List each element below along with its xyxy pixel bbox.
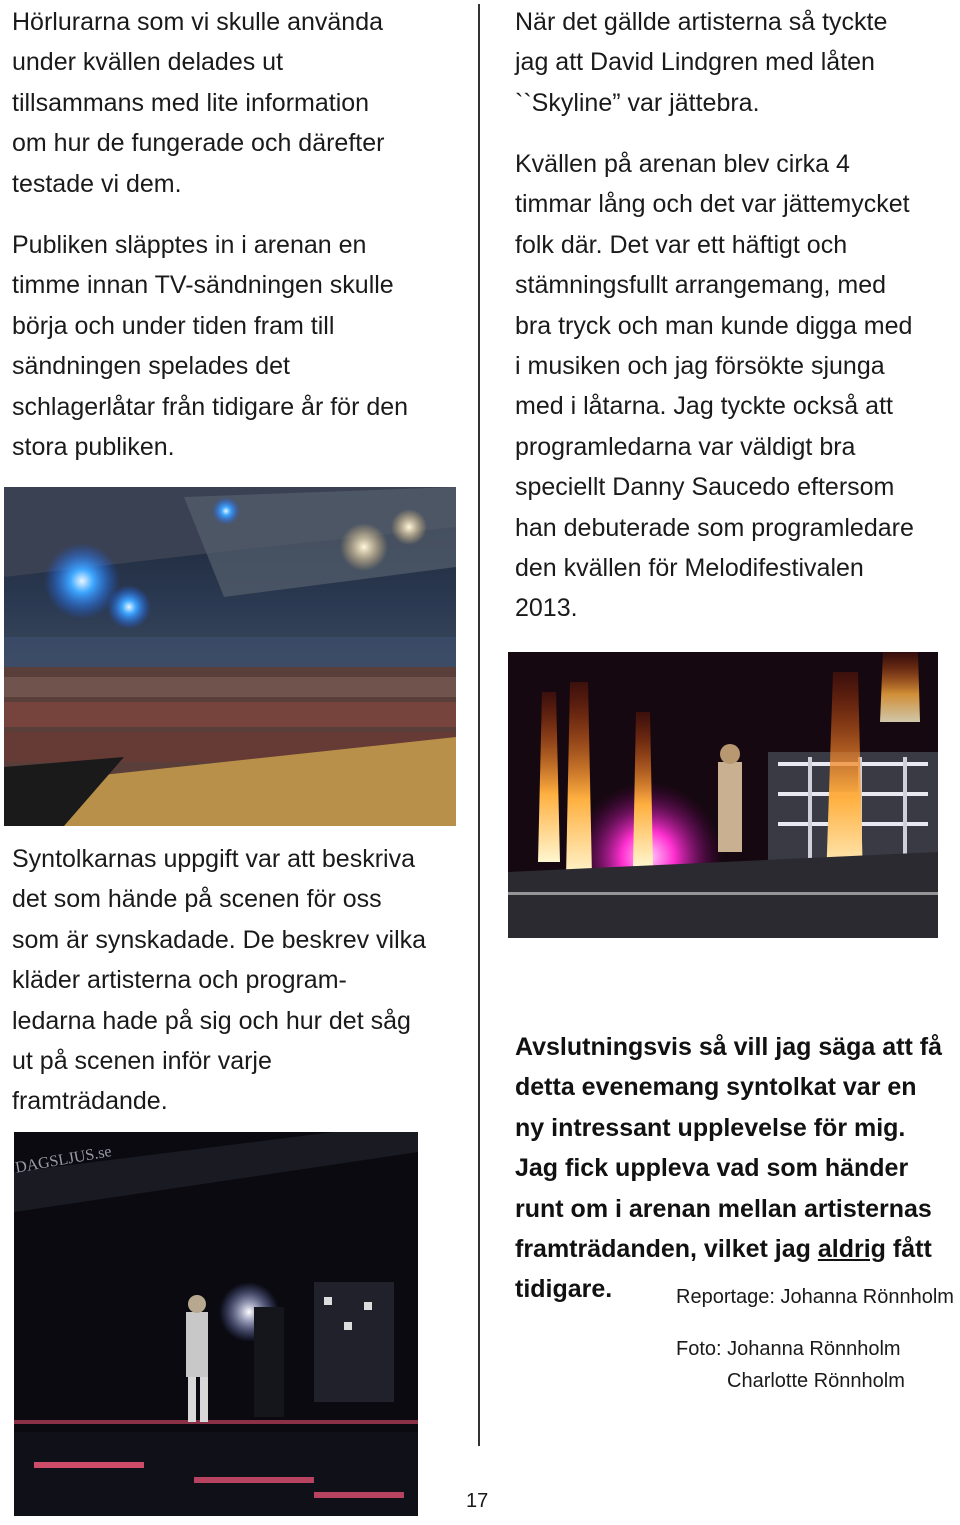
stage-performer-photo [14, 1132, 418, 1516]
right-paragraph-artists: När det gällde artisterna så tyckte jag att David Lindgren med låten ``Skyline” var jättebra. [515, 8, 888, 117]
left-paragraph-audience: Publiken släpptes in i arenan en timme innan TV-sändningen skulle börja och under tiden fram till sändningen spelades det schlagerlåtar från tidigare år för den stora publiken. [12, 231, 409, 462]
right-paragraph-evening: Kvällen på arenan blev cirka 4 timmar lång och det var jättemycket folk där. Det var ett häftigt och stämningsfullt arrangemang, med bra tryck och man kunde digga med i musiken och jag försökte sjunga med i låtarna. Jag tyckte också att programledarna var väldigt bra speciellt Danny Saucedo eftersom han debuterade som programledare den kvällen för Melodifestivalen 2013. [515, 150, 914, 623]
photo-credit-second: Charlotte Rönnholm [727, 1370, 905, 1392]
page-number: 17 [466, 1490, 489, 1512]
arena-crowd-photo [4, 487, 456, 826]
conclusion-underlined-word: aldrig [817, 1235, 886, 1264]
left-paragraph-headphones: Hörlurarna som vi skulle använda under kvällen delades ut tillsammans med lite information om hur de fungerade och därefter testade vi dem. [12, 8, 385, 198]
column-divider [478, 4, 480, 1446]
photo-credit: Foto: Johanna Rönnholm [676, 1338, 901, 1360]
conclusion-text: Avslutningsvis så vill jag säga att få detta evenemang syntolkat var en ny intressant upplevelse för mig. Jag fick uppleva vad som händer runt om i arenan mellan artisternas framträdanden, vilket jag [515, 1033, 943, 1264]
stage-flames-photo [508, 652, 938, 938]
photo-watermark: DAGSLJUS.se [14, 1143, 113, 1177]
left-paragraph-interpreters: Syntolkarnas uppgift var att beskriva det som hände på scenen för oss som är synskadade. De beskrev vilka kläder artisterna och program- ledarna hade på sig och hur det såg ut på scenen inför varje framträdande. [12, 845, 427, 1116]
right-paragraph-conclusion [515, 1027, 942, 1310]
reportage-credit: Reportage: Johanna Rönnholm [676, 1286, 954, 1308]
conclusion-text-end: fått tidigare. [515, 1235, 932, 1304]
